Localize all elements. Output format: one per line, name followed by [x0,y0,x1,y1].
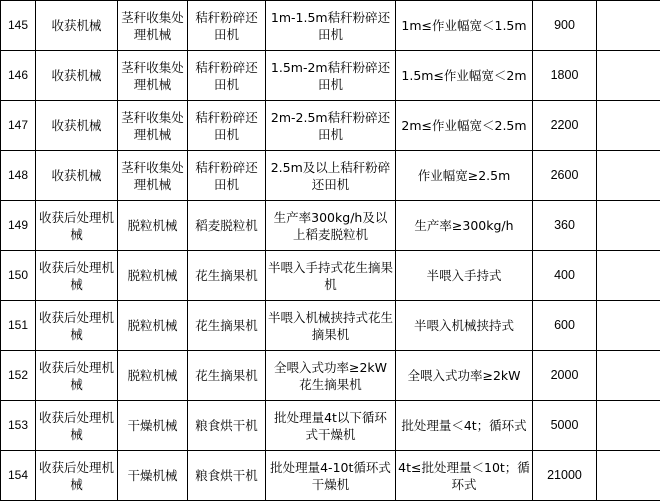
spec-cell: 1m≤作业幅宽＜1.5m [396,1,533,51]
item-cell: 花生摘果机 [188,351,266,401]
amount-cell: 21000 [533,451,597,501]
row-number: 145 [1,1,36,51]
amount-cell: 900 [533,1,597,51]
spec-cell: 4t≤批处理量＜10t；循环式 [396,451,533,501]
spec-cell: 全喂入式功率≥2kW [396,351,533,401]
table-row [1,401,660,451]
extra-cell [597,101,660,151]
row-number: 153 [1,401,36,451]
item-cell: 秸秆粉碎还田机 [188,51,266,101]
amount-cell: 600 [533,301,597,351]
spec-cell: 2m≤作业幅宽＜2.5m [396,101,533,151]
subcategory-cell: 茎秆收集处理机械 [118,51,188,101]
table-row [1,151,660,201]
category-cell: 收获机械 [36,101,118,151]
table-row [1,1,660,51]
item-cell: 稻麦脱粒机 [188,201,266,251]
item-cell: 花生摘果机 [188,301,266,351]
tier-cell: 2m-2.5m秸秆粉碎还田机 [266,101,396,151]
subcategory-cell: 茎秆收集处理机械 [118,1,188,51]
row-number: 152 [1,351,36,401]
tier-cell: 1.5m-2m秸秆粉碎还田机 [266,51,396,101]
category-cell: 收获机械 [36,1,118,51]
row-number: 146 [1,51,36,101]
spec-cell: 1.5m≤作业幅宽＜2m [396,51,533,101]
extra-cell [597,251,660,301]
extra-cell [597,301,660,351]
row-number: 149 [1,201,36,251]
subcategory-cell: 干燥机械 [118,451,188,501]
tier-cell: 2.5m及以上秸秆粉碎还田机 [266,151,396,201]
table-row [1,451,660,501]
table-row [1,101,660,151]
category-cell: 收获后处理机械 [36,301,118,351]
spec-cell: 半喂入机械挟持式 [396,301,533,351]
spec-cell: 作业幅宽≥2.5m [396,151,533,201]
extra-cell [597,151,660,201]
table-row [1,51,660,101]
table-row [1,301,660,351]
tier-cell: 1m-1.5m秸秆粉碎还田机 [266,1,396,51]
extra-cell [597,451,660,501]
table-row [1,201,660,251]
row-number: 150 [1,251,36,301]
extra-cell [597,1,660,51]
row-number: 154 [1,451,36,501]
extra-cell [597,351,660,401]
category-cell: 收获后处理机械 [36,401,118,451]
category-cell: 收获机械 [36,51,118,101]
tier-cell: 批处理量4-10t循环式干燥机 [266,451,396,501]
item-cell: 秸秆粉碎还田机 [188,151,266,201]
category-cell: 收获后处理机械 [36,251,118,301]
tier-cell: 生产率300kg/h及以上稻麦脱粒机 [266,201,396,251]
table-row [1,251,660,301]
category-cell: 收获后处理机械 [36,351,118,401]
tier-cell: 半喂入手持式花生摘果机 [266,251,396,301]
subcategory-cell: 脱粒机械 [118,251,188,301]
extra-cell [597,201,660,251]
tier-cell: 半喂入机械挟持式花生摘果机 [266,301,396,351]
category-cell: 收获后处理机械 [36,451,118,501]
amount-cell: 1800 [533,51,597,101]
extra-cell [597,51,660,101]
category-cell: 收获机械 [36,151,118,201]
amount-cell: 400 [533,251,597,301]
extra-cell [597,401,660,451]
amount-cell: 5000 [533,401,597,451]
tier-cell: 全喂入式功率≥2kW花生摘果机 [266,351,396,401]
spec-cell: 批处理量＜4t；循环式 [396,401,533,451]
amount-cell: 2200 [533,101,597,151]
item-cell: 秸秆粉碎还田机 [188,101,266,151]
amount-cell: 2600 [533,151,597,201]
subcategory-cell: 茎秆收集处理机械 [118,101,188,151]
amount-cell: 2000 [533,351,597,401]
item-cell: 粮食烘干机 [188,451,266,501]
subcategory-cell: 脱粒机械 [118,301,188,351]
subcategory-cell: 干燥机械 [118,401,188,451]
item-cell: 花生摘果机 [188,251,266,301]
category-cell: 收获后处理机械 [36,201,118,251]
subcategory-cell: 茎秆收集处理机械 [118,151,188,201]
subcategory-cell: 脱粒机械 [118,201,188,251]
amount-cell: 360 [533,201,597,251]
row-number: 147 [1,101,36,151]
row-number: 151 [1,301,36,351]
item-cell: 粮食烘干机 [188,401,266,451]
spec-cell: 半喂入手持式 [396,251,533,301]
row-number: 148 [1,151,36,201]
item-cell: 秸秆粉碎还田机 [188,1,266,51]
subcategory-cell: 脱粒机械 [118,351,188,401]
tier-cell: 批处理量4t以下循环式干燥机 [266,401,396,451]
spec-cell: 生产率≥300kg/h [396,201,533,251]
table-row [1,351,660,401]
table-body [1,1,660,501]
